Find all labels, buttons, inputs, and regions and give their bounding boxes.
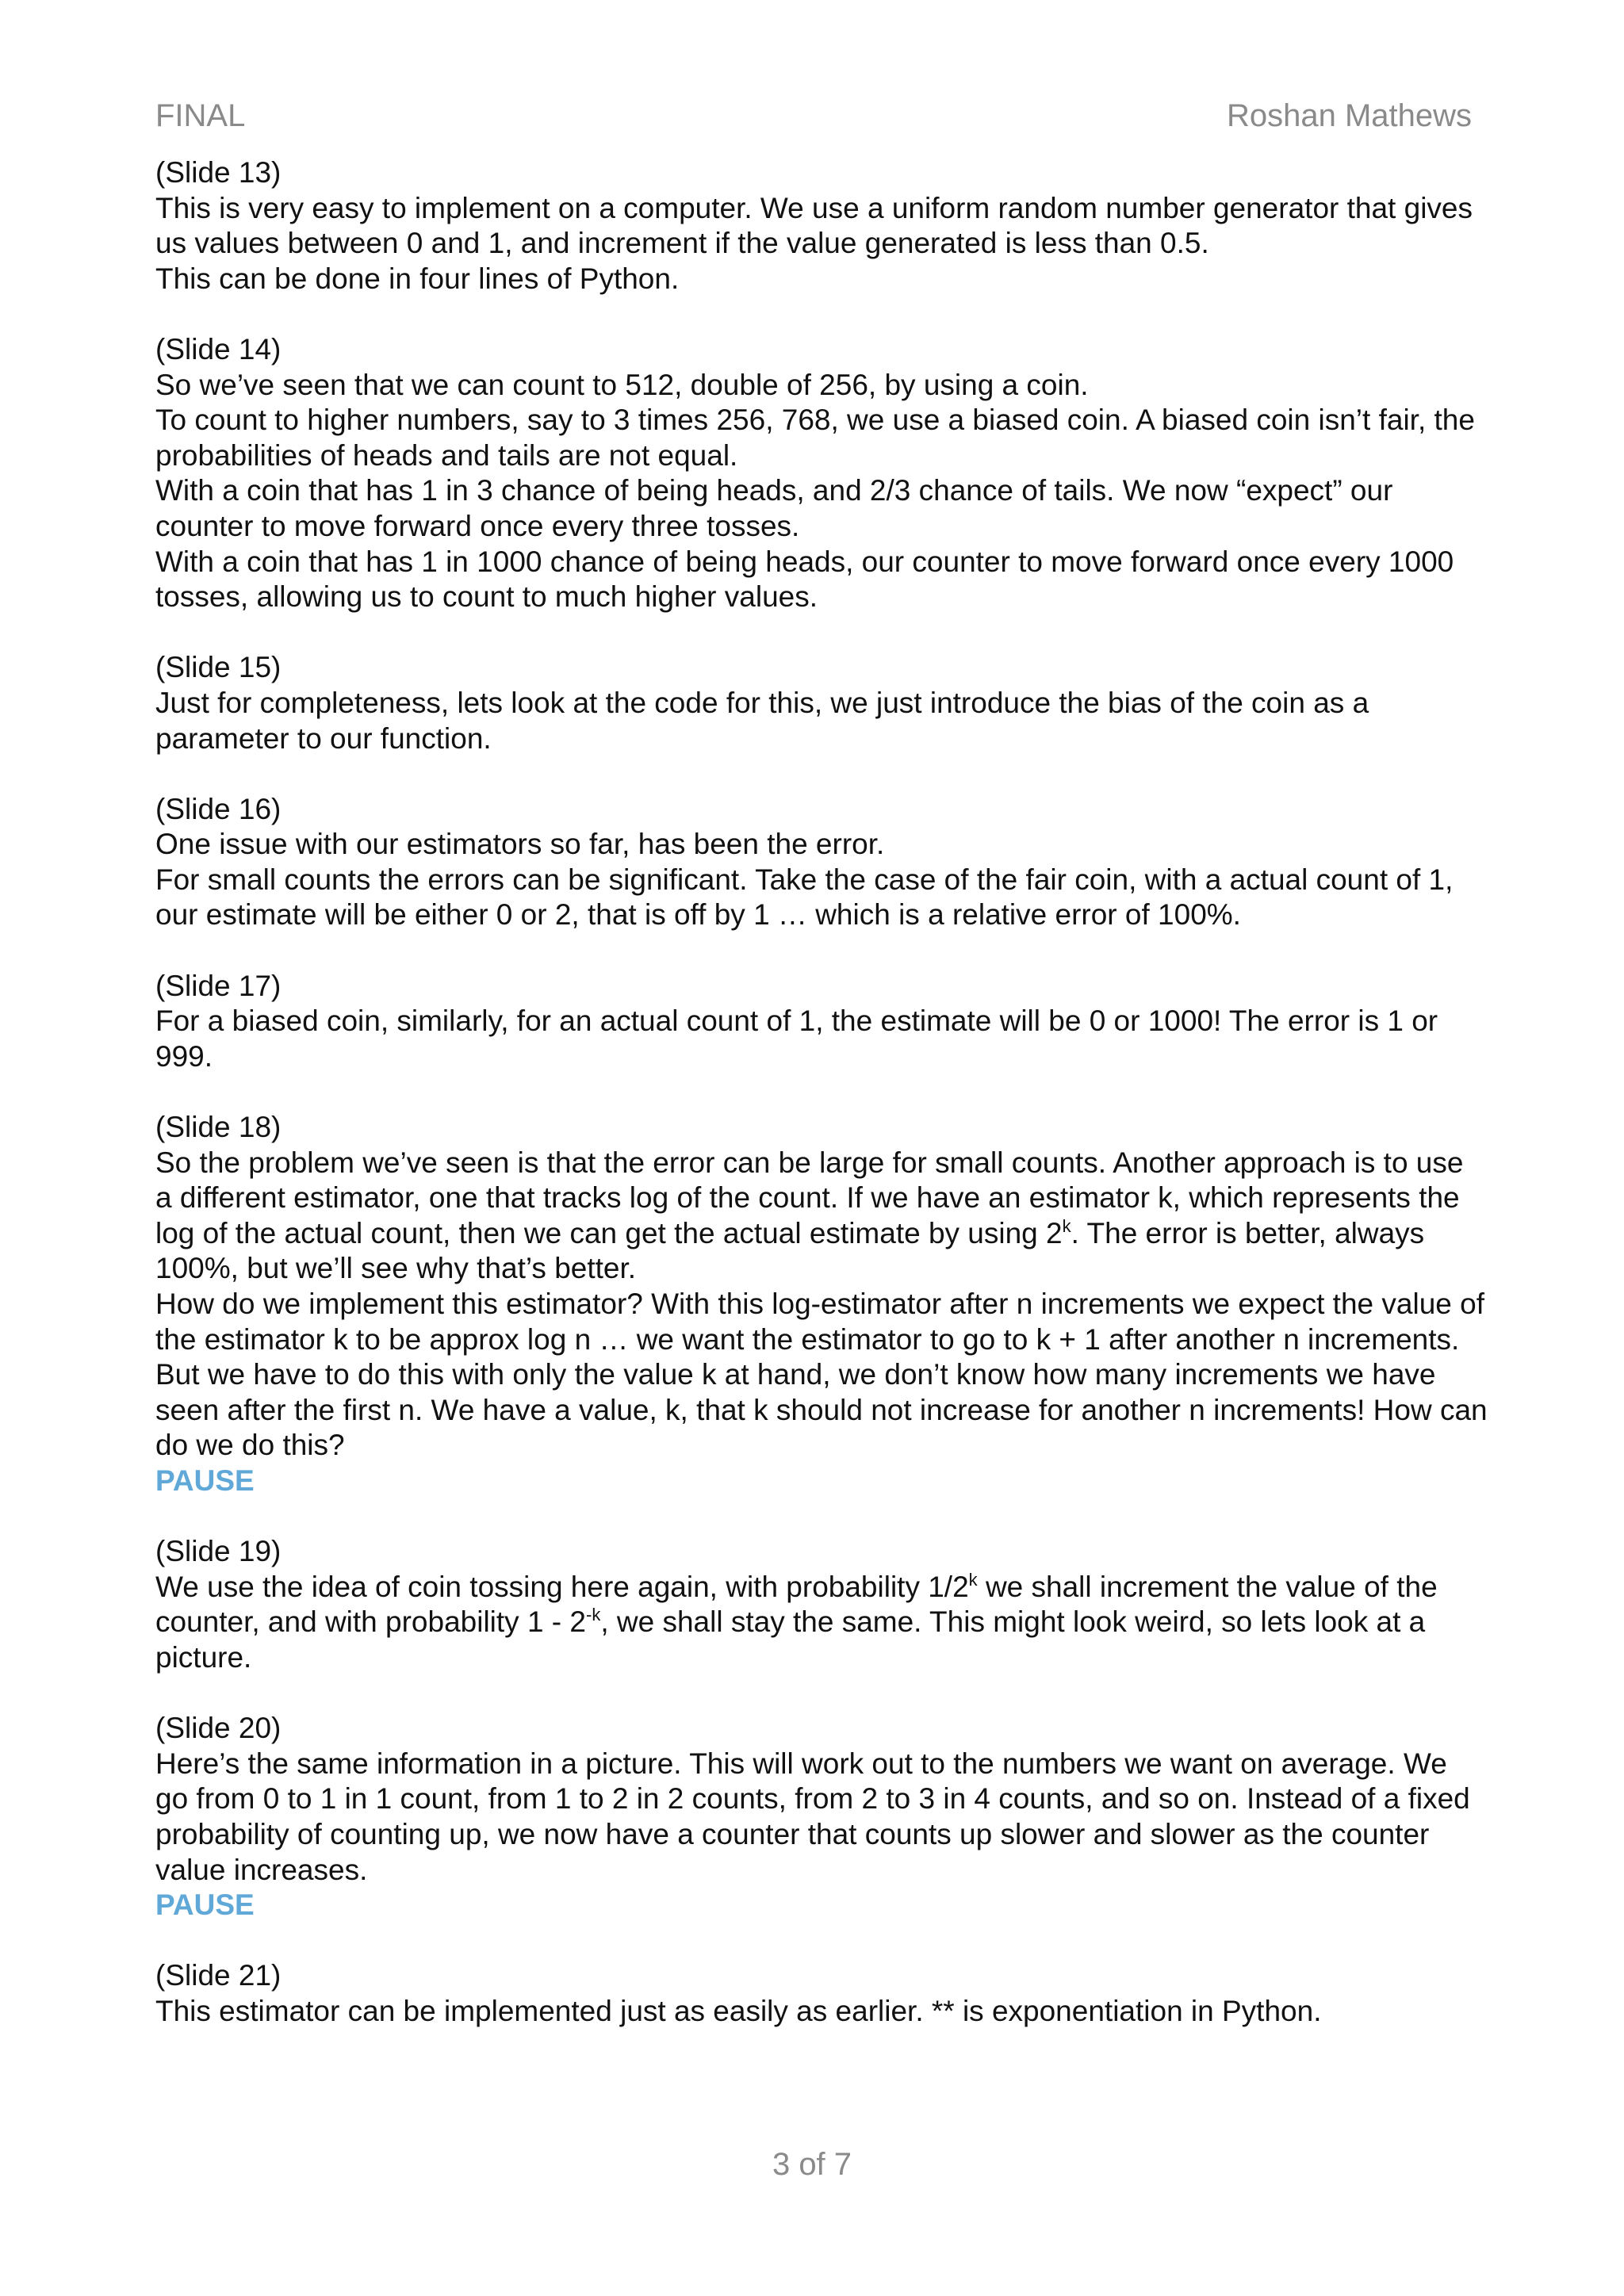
slide-heading: (Slide 16) — [155, 792, 282, 825]
slide-16-notes — [155, 792, 1488, 933]
slide-heading: (Slide 20) — [155, 1712, 282, 1745]
paragraph-text: , we shall stay the same. This might look weird, so lets look at a picture. — [155, 1605, 1426, 1674]
superscript: k — [968, 1569, 978, 1590]
paragraph-text: we shall increment the value of the counter, and with probability 1 - 2 — [155, 1570, 1438, 1639]
paragraph: This is very easy to implement on a computer. We use a uniform random number generator that gives us values between 0 and 1, and increment if the value generated is less than 0.5. — [155, 191, 1473, 260]
slide-19-notes — [155, 1534, 1488, 1675]
paragraph: For a biased coin, similarly, for an actual count of 1, the estimate will be 0 or 1000! The error is 1 or 999. — [155, 1004, 1438, 1073]
paragraph-text: We use the idea of coin tossing here again, with probability 1/2 — [155, 1570, 969, 1603]
slide-heading: (Slide 19) — [155, 1535, 282, 1568]
paragraph-text: So the problem we’ve seen is that the error can be large for small counts. Another approach is to use a different estimator, one that tracks log of the count. If we have an estimator k, which represents the log of the actual count, then we can get the actual estimate by using 2 — [155, 1146, 1464, 1249]
slide-21-notes — [155, 1958, 1488, 2029]
page-number: 3 of 7 — [772, 2147, 852, 2182]
paragraph: One issue with our estimators so far, has been the error. — [155, 828, 885, 861]
slide-heading: (Slide 21) — [155, 1959, 282, 1992]
document-author: Roshan Mathews — [1226, 98, 1472, 133]
paragraph-text: . The error is better, always 100%, but we’ll see why that’s better. — [155, 1216, 1425, 1285]
slide-15-notes — [155, 650, 1488, 756]
slide-20-notes — [155, 1711, 1488, 1923]
paragraph — [155, 1570, 1488, 1676]
slide-17-notes — [155, 969, 1488, 1075]
pause-marker: PAUSE — [155, 1888, 255, 1922]
paragraph — [155, 1146, 1488, 1287]
slide-18-notes — [155, 1110, 1488, 1499]
paragraph: With a coin that has 1 in 3 chance of being heads, and 2/3 chance of tails. We now “expect” our counter to move forward once every three tosses. — [155, 474, 1393, 542]
document-body — [155, 155, 1488, 2064]
paragraph: How do we implement this estimator? With this log-estimator after n increments we expect the value of the estimator k to be approx log n … we want the estimator to go to k + 1 after another n increments. But we have to do this with only the value k at hand, we don’t know how many increments we have seen after the first n. We have a value, k, that k should not increase for another n increments! How can do we do this? — [155, 1288, 1488, 1462]
paragraph: So we’ve seen that we can count to 512, double of 256, by using a coin. — [155, 368, 1089, 401]
paragraph: This estimator can be implemented just as easily as earlier. ** is exponentiation in Python. — [155, 1994, 1322, 2027]
slide-13-notes — [155, 155, 1488, 297]
paragraph: This can be done in four lines of Python. — [155, 262, 680, 295]
slide-heading: (Slide 15) — [155, 651, 282, 684]
pause-marker: PAUSE — [155, 1464, 255, 1497]
slide-heading: (Slide 14) — [155, 332, 282, 365]
document-header-label: FINAL — [155, 98, 246, 133]
superscript: -k — [586, 1605, 601, 1625]
superscript: k — [1062, 1215, 1071, 1236]
slide-heading: (Slide 18) — [155, 1111, 282, 1144]
paragraph: For small counts the errors can be significant. Take the case of the fair coin, with a actual count of 1, our estimate will be either 0 or 2, that is off by 1 … which is a relative error of 100%. — [155, 863, 1454, 932]
paragraph: With a coin that has 1 in 1000 chance of being heads, our counter to move forward once every 1000 tosses, allowing us to count to much higher values. — [155, 545, 1454, 614]
paragraph: To count to higher numbers, say to 3 times 256, 768, we use a biased coin. A biased coin isn’t fair, the probabilities of heads and tails are not equal. — [155, 404, 1475, 472]
slide-heading: (Slide 17) — [155, 969, 282, 1002]
paragraph: Just for completeness, lets look at the code for this, we just introduce the bias of the coin as a parameter to our function. — [155, 686, 1369, 755]
slide-14-notes — [155, 332, 1488, 615]
slide-heading: (Slide 13) — [155, 156, 282, 189]
paragraph: Here’s the same information in a picture. This will work out to the numbers we want on average. We go from 0 to 1 in 1 count, from 1 to 2 in 2 counts, from 2 to 3 in 4 counts, and so on. Instead of a fixed probability of counting up, we now have a counter that counts up slower and slower as the counter value increases. — [155, 1747, 1470, 1886]
